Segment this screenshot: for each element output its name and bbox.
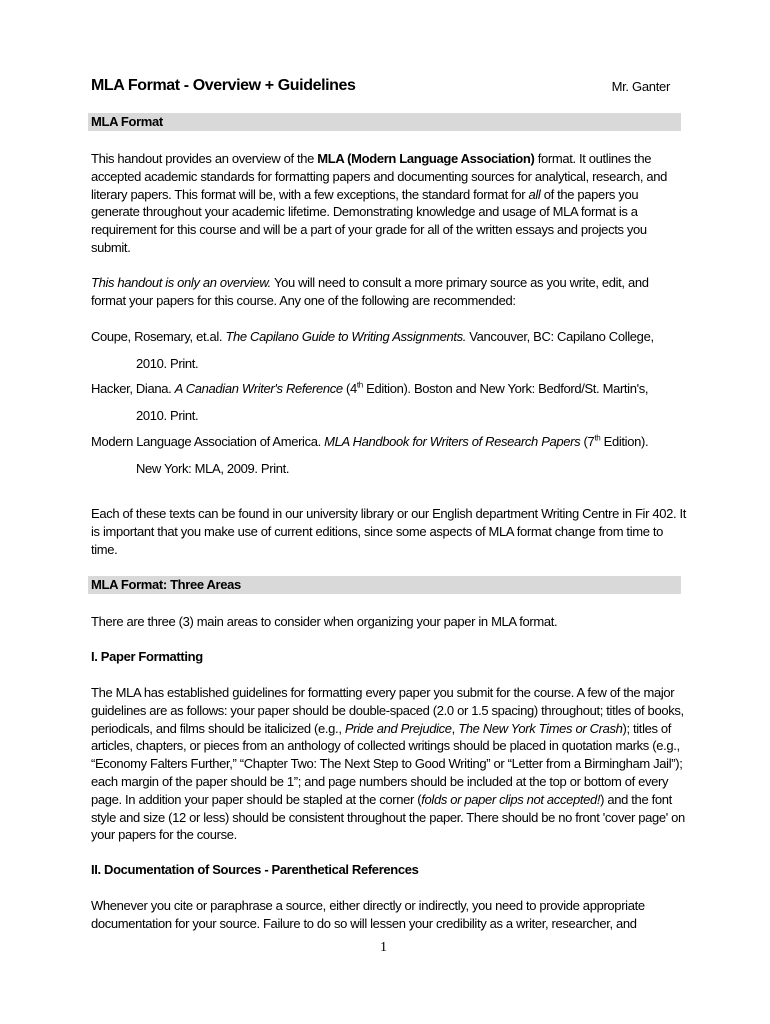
intro-paragraph: This handout provides an overview of the MLA (Modern Language Association) format. It outlines the accepted academic standards for formatting papers and documenting sources for analytical, research, and literary papers. This format will be, with a few exceptions, the standard format for all of the papers you generate throughout your academic lifetime. Demonstrating knowledge and usage of MLA format is a requirement for this course and will be a part of your grade for all of the written essays and projects you submit. [91,151,668,255]
reference-entry-continued: 2010. Print. [136,408,199,423]
reference-entry: Hacker, Diana. A Canadian Writer's Reference (4th Edition). Boston and New York: Bedford/St. Martin's, [91,380,649,396]
reference-entry: Modern Language Association of America. MLA Handbook for Writers of Research Papers (7th Edition). [91,433,649,449]
reference-entry: Coupe, Rosemary, et.al. The Capilano Guide to Writing Assignments. Vancouver, BC: Capilano College, [91,329,654,344]
overview-paragraph: This handout is only an overview. You will need to consult a more primary source as you write, edit, and format your papers for this course. Any one of the following are recommended: [91,275,649,308]
page-title: MLA Format - Overview + Guidelines [91,77,356,94]
section-heading-bar [88,576,681,594]
documentation-paragraph: Whenever you cite or paraphrase a source, either directly or indirectly, you need to provide appropriate documentation for your source. Failure to do so will lessen your credibility as a writer, researcher, and [91,898,645,931]
paper-formatting-paragraph: The MLA has established guidelines for formatting every paper you submit for the course. A few of the major guidelines are as follows: your paper should be double-spaced (2.0 or 1.5 spacing) throughout; titles of books, periodicals, and films should be italicized (e.g., Pride and Prejudice, The New York Times or Crash); titles of articles, chapters, or pieces from an anthology of collected writings should be placed in quotation marks (e.g., “Economy Falters Further,” “Chapter Two: The Next Step to Good Writing” or “Letter from a Birmingham Jail”); each margin of the paper should be 1”; and page numbers should be included at the top or bottom of every page. In addition your paper should be stapled at the corner (folds or paper clips not accepted!) and the font style and size (12 or less) should be consistent throughout the paper. There should be no front 'cover page' on your papers for the course. [91,685,685,843]
reference-entry-continued: 2010. Print. [136,356,199,371]
section-heading: MLA Format [91,114,163,129]
subsection-heading: II. Documentation of Sources - Parenthetical References [91,862,419,877]
author-name: Mr. Ganter [611,79,670,94]
section-heading-bar [88,113,681,131]
page-number: 1 [380,940,387,955]
subsection-heading: I. Paper Formatting [91,649,203,664]
library-paragraph: Each of these texts can be found in our university library or our English department Writing Centre in Fir 402. It is important that you make use of current editions, since some aspects of MLA format change from time to time. [91,506,687,557]
section-heading: MLA Format: Three Areas [91,577,241,592]
three-areas-paragraph: There are three (3) main areas to consider when organizing your paper in MLA format. [91,614,558,629]
reference-entry-continued: New York: MLA, 2009. Print. [136,461,290,476]
